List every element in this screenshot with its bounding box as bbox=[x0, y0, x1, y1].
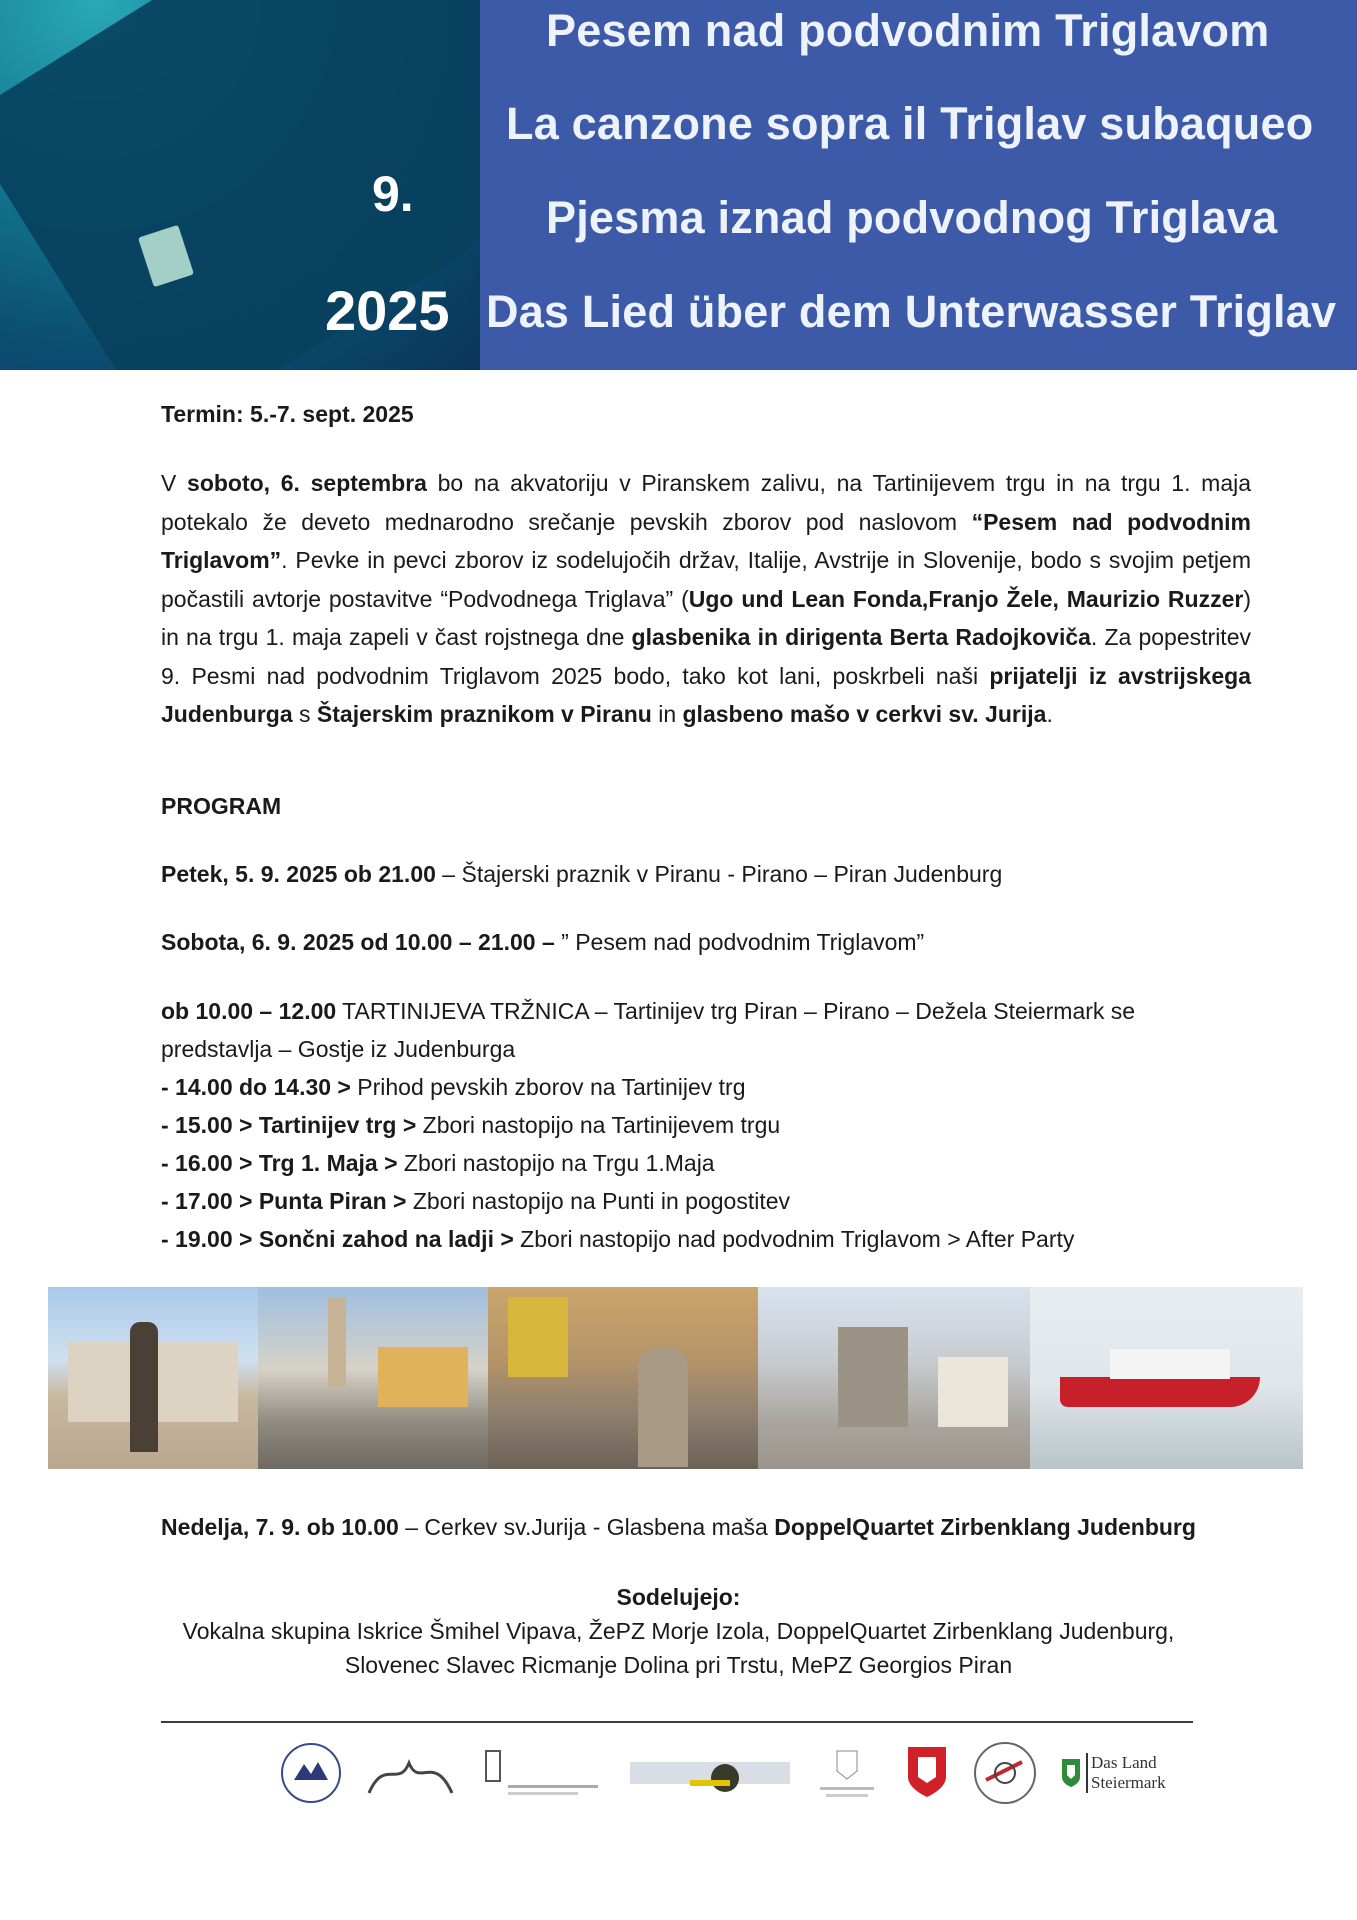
title-italian: La canzone sopra il Triglav subaqueo bbox=[506, 98, 1314, 149]
figures-logo bbox=[364, 1748, 456, 1798]
list-item: - 15.00 > Tartinijev trg > Zbori nastopijo na Tartinijevem trgu bbox=[161, 1112, 781, 1138]
izola-coat-of-arms-logo bbox=[904, 1743, 950, 1803]
edition-year: 2025 bbox=[325, 279, 450, 342]
header-banner bbox=[0, 0, 1357, 370]
market-entry: ob 10.00 – 12.00 TARTINIJEVA TRŽNICA – Tartinijev trg Piran – Pirano – Dežela Steiermark se predstavlja – Gostje iz Judenburga bbox=[161, 998, 1136, 1062]
program-heading: PROGRAM bbox=[161, 793, 282, 819]
photo-tartini-statue bbox=[48, 1287, 258, 1469]
municipality-piran-logo bbox=[812, 1743, 882, 1803]
photo-piran-square bbox=[258, 1287, 488, 1469]
photo-old-town-street bbox=[488, 1287, 758, 1469]
photo-red-boat bbox=[1030, 1287, 1303, 1469]
program-saturday: Sobota, 6. 9. 2025 od 10.00 – 21.00 – ” Pesem nad podvodnim Triglavom” bbox=[161, 929, 925, 955]
date-range: Termin: 5.-7. sept. 2025 bbox=[161, 401, 414, 427]
program-friday: Petek, 5. 9. 2025 ob 21.00 – Štajerski praznik v Piranu - Pirano – Piran Judenburg bbox=[161, 861, 1003, 887]
title-german: Das Lied über dem Unterwasser Triglav bbox=[486, 286, 1337, 337]
steiermark-logo: Das Land Steiermark bbox=[1060, 1753, 1166, 1793]
list-item: - 17.00 > Punta Piran > Zbori nastopijo na Punti in pogostitev bbox=[161, 1188, 791, 1214]
sponsor-logos bbox=[280, 1738, 1166, 1808]
photo-strip bbox=[48, 1287, 1303, 1469]
institute-logo bbox=[478, 1745, 608, 1801]
title-croatian: Pjesma iznad podvodnog Triglava bbox=[546, 192, 1278, 243]
intro-paragraph: V soboto, 6. septembra bo na akvatoriju v Piranskem zalivu, na Tartinijevem trgu in na trgu 1. maja potekalo že deveto mednarodno srečanje pevskih zborov pod naslovom “Pesem nad podvodnim Triglavom”. Pevke in pevci zborov iz sodelujočih držav, Italije, Avstrije in Slovenije, bodo s svojim petjem počastili avtorje postavitve “Podvodnega Triglava” (Ugo und Lean Fonda,Franjo Žele, Maurizio Ruzzer) in na trgu 1. maja zapeli v čast rojstnega dne glasbenika in dirigenta Berta Radojkoviča. Za popestritev 9. Pesmi nad podvodnim Triglavom 2025 bodo, tako kot lani, poskrbeli naši prijatelji iz avstrijskega Judenburga s Štajerskim praznikom v Piranu in glasbeno mašo v cerkvi sv. Jurija. bbox=[161, 470, 1252, 727]
participants-heading: Sodelujejo: bbox=[616, 1584, 741, 1610]
list-item: - 16.00 > Trg 1. Maja > Zbori nastopijo na Trgu 1.Maja bbox=[161, 1150, 715, 1176]
edition-number: 9. bbox=[372, 166, 414, 222]
title-slovenian: Pesem nad podvodnim Triglavom bbox=[546, 5, 1270, 56]
society-seal-logo bbox=[280, 1742, 342, 1804]
marine-club-logo bbox=[630, 1748, 790, 1798]
participants-line-2: Slovenec Slavec Ricmanje Dolina pri Trstu, MePZ Georgios Piran bbox=[344, 1652, 1013, 1678]
participants-line-1: Vokalna skupina Iskrice Šmihel Vipava, ŽePZ Morje Izola, DoppelQuartet Zirbenklang Judenburg, bbox=[182, 1618, 1175, 1644]
divider bbox=[161, 1721, 1193, 1723]
list-item: - 19.00 > Sončni zahod na ladji > Zbori nastopijo nad podvodnim Triglavom > After Party bbox=[161, 1226, 1075, 1252]
program-saturday-schedule bbox=[161, 992, 1191, 1258]
photo-church-promenade bbox=[758, 1287, 1030, 1469]
association-seal-logo bbox=[972, 1740, 1038, 1806]
program-sunday: Nedelja, 7. 9. ob 10.00 – Cerkev sv.Jurija - Glasbena maša DoppelQuartet Zirbenklang Judenburg bbox=[161, 1514, 1196, 1540]
list-item: - 14.00 do 14.30 > Prihod pevskih zborov na Tartinijev trg bbox=[161, 1074, 746, 1100]
